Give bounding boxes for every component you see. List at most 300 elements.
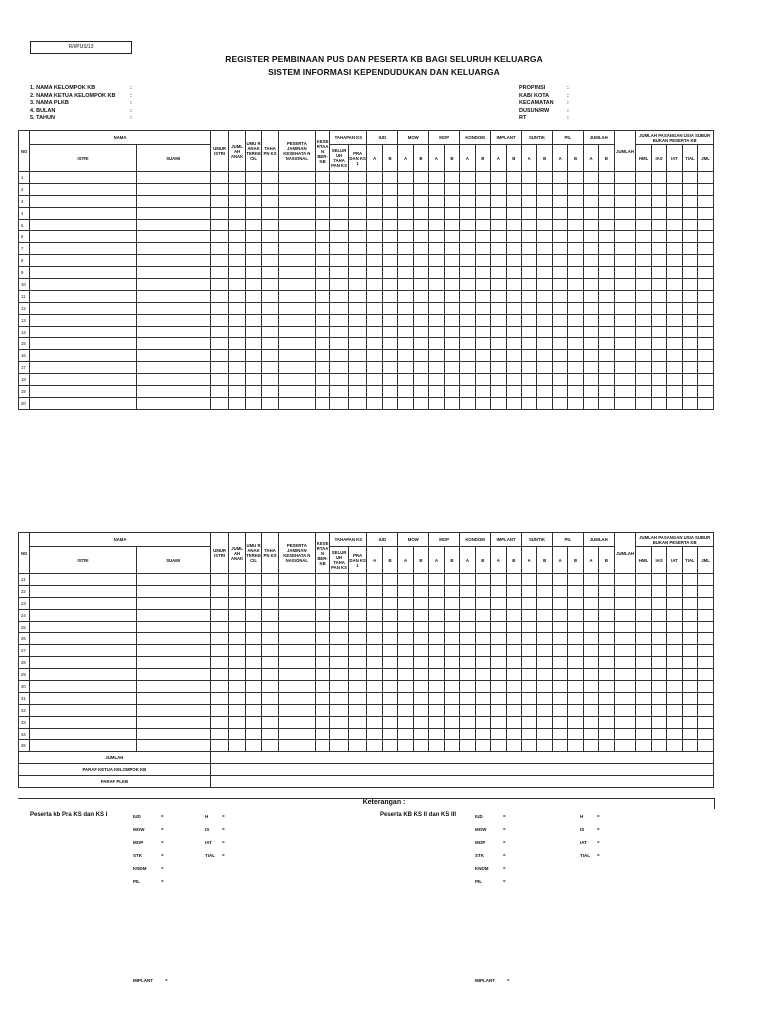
table-cell[interactable] [262,314,278,326]
table-cell[interactable] [398,681,413,693]
table-cell[interactable] [521,585,536,597]
table-cell[interactable] [229,255,245,267]
table-cell[interactable] [278,255,315,267]
table-cell[interactable] [506,219,521,231]
table-cell[interactable] [444,338,459,350]
table-cell[interactable] [367,267,382,279]
table-cell[interactable] [599,704,614,716]
table-cell[interactable] [429,267,444,279]
table-cell[interactable] [315,243,329,255]
table-cell[interactable] [460,183,475,195]
table-cell[interactable] [413,219,428,231]
table-cell[interactable] [413,386,428,398]
table-cell[interactable] [460,645,475,657]
table-cell[interactable] [367,338,382,350]
table-cell[interactable] [599,657,614,669]
table-cell[interactable] [382,195,397,207]
table-cell[interactable] [444,397,459,409]
table-cell[interactable] [330,621,349,633]
table-cell[interactable] [651,362,666,374]
table-cell[interactable] [491,219,506,231]
table-cell[interactable] [30,207,136,219]
table-cell[interactable] [491,704,506,716]
table-cell[interactable] [537,645,552,657]
table-cell[interactable] [568,740,583,752]
table-cell[interactable] [229,302,245,314]
table-cell[interactable] [537,585,552,597]
table-cell[interactable] [568,681,583,693]
table-cell[interactable] [614,243,636,255]
table-cell[interactable] [475,633,490,645]
table-cell[interactable] [210,716,229,728]
table-cell[interactable] [278,597,315,609]
table-cell[interactable] [651,397,666,409]
table-cell[interactable] [698,692,714,704]
table-cell[interactable] [136,704,210,716]
table-cell[interactable] [278,207,315,219]
table-cell[interactable] [210,609,229,621]
table-cell[interactable] [136,195,210,207]
table-cell[interactable] [698,362,714,374]
table-cell[interactable] [136,609,210,621]
table-cell[interactable] [583,669,598,681]
table-cell[interactable] [537,290,552,302]
table-cell[interactable] [552,716,567,728]
table-cell[interactable] [568,255,583,267]
table-cell[interactable] [413,574,428,586]
table-cell[interactable] [491,267,506,279]
table-cell[interactable] [460,338,475,350]
table-cell[interactable] [398,255,413,267]
table-cell[interactable] [475,183,490,195]
table-cell[interactable] [367,645,382,657]
table-cell[interactable] [583,645,598,657]
table-cell[interactable] [682,386,697,398]
table-cell[interactable] [367,681,382,693]
table-cell[interactable] [245,681,261,693]
table-cell[interactable] [537,255,552,267]
table-cell[interactable] [614,207,636,219]
table-cell[interactable] [636,585,651,597]
table-cell[interactable] [568,314,583,326]
table-cell[interactable] [599,669,614,681]
table-cell[interactable] [429,716,444,728]
table-cell[interactable] [398,609,413,621]
table-cell[interactable] [568,195,583,207]
table-cell[interactable] [682,219,697,231]
table-cell[interactable] [398,195,413,207]
table-cell[interactable] [367,585,382,597]
table-cell[interactable] [429,219,444,231]
table-cell[interactable] [367,195,382,207]
table-cell[interactable] [682,172,697,184]
table-cell[interactable] [382,633,397,645]
table-cell[interactable] [210,326,229,338]
table-cell[interactable] [429,621,444,633]
table-cell[interactable] [521,657,536,669]
table-cell[interactable] [614,585,636,597]
table-cell[interactable] [568,728,583,740]
table-cell[interactable] [30,585,136,597]
table-cell[interactable] [552,267,567,279]
footer-value[interactable] [210,776,713,788]
table-cell[interactable] [682,255,697,267]
table-cell[interactable] [506,314,521,326]
table-cell[interactable] [460,397,475,409]
table-cell[interactable] [315,597,329,609]
table-cell[interactable] [614,219,636,231]
table-cell[interactable] [413,585,428,597]
table-cell[interactable] [614,350,636,362]
table-cell[interactable] [210,740,229,752]
table-cell[interactable] [506,645,521,657]
table-cell[interactable] [636,386,651,398]
table-cell[interactable] [614,645,636,657]
table-cell[interactable] [537,692,552,704]
table-cell[interactable] [382,267,397,279]
table-cell[interactable] [136,740,210,752]
table-cell[interactable] [262,585,278,597]
table-cell[interactable] [521,314,536,326]
table-cell[interactable] [382,669,397,681]
table-cell[interactable] [568,231,583,243]
table-cell[interactable] [537,657,552,669]
table-cell[interactable] [330,255,349,267]
table-cell[interactable] [429,207,444,219]
table-cell[interactable] [413,231,428,243]
table-cell[interactable] [278,681,315,693]
table-cell[interactable] [667,243,682,255]
table-cell[interactable] [682,314,697,326]
table-cell[interactable] [491,350,506,362]
table-cell[interactable] [330,314,349,326]
table-cell[interactable] [315,645,329,657]
table-cell[interactable] [278,195,315,207]
table-cell[interactable] [348,326,367,338]
table-cell[interactable] [614,195,636,207]
table-cell[interactable] [614,267,636,279]
table-cell[interactable] [636,314,651,326]
table-cell[interactable] [382,362,397,374]
table-cell[interactable] [315,633,329,645]
table-cell[interactable] [651,326,666,338]
table-cell[interactable] [599,255,614,267]
table-cell[interactable] [30,183,136,195]
table-cell[interactable] [583,657,598,669]
table-cell[interactable] [330,219,349,231]
table-cell[interactable] [583,692,598,704]
table-cell[interactable] [330,585,349,597]
table-cell[interactable] [367,574,382,586]
table-cell[interactable] [229,716,245,728]
table-cell[interactable] [245,574,261,586]
table-cell[interactable] [521,704,536,716]
table-cell[interactable] [429,338,444,350]
table-cell[interactable] [475,716,490,728]
table-cell[interactable] [651,621,666,633]
table-cell[interactable] [136,397,210,409]
table-cell[interactable] [315,302,329,314]
table-cell[interactable] [506,231,521,243]
table-cell[interactable] [698,609,714,621]
table-cell[interactable] [348,728,367,740]
table-cell[interactable] [413,172,428,184]
table-cell[interactable] [398,585,413,597]
table-cell[interactable] [506,362,521,374]
table-cell[interactable] [315,386,329,398]
table-cell[interactable] [413,669,428,681]
table-cell[interactable] [506,290,521,302]
table-cell[interactable] [444,183,459,195]
table-cell[interactable] [382,597,397,609]
table-cell[interactable] [229,574,245,586]
table-cell[interactable] [136,243,210,255]
table-cell[interactable] [475,350,490,362]
table-cell[interactable] [262,302,278,314]
table-cell[interactable] [229,386,245,398]
table-cell[interactable] [491,740,506,752]
table-cell[interactable] [583,728,598,740]
table-cell[interactable] [667,326,682,338]
table-cell[interactable] [413,183,428,195]
table-cell[interactable] [698,657,714,669]
table-cell[interactable] [667,397,682,409]
table-cell[interactable] [245,633,261,645]
table-cell[interactable] [506,681,521,693]
table-cell[interactable] [30,692,136,704]
table-cell[interactable] [398,290,413,302]
table-cell[interactable] [460,621,475,633]
table-cell[interactable] [315,585,329,597]
table-cell[interactable] [460,362,475,374]
table-cell[interactable] [229,219,245,231]
table-cell[interactable] [382,397,397,409]
table-cell[interactable] [698,728,714,740]
table-cell[interactable] [599,692,614,704]
table-cell[interactable] [491,172,506,184]
table-cell[interactable] [136,669,210,681]
table-cell[interactable] [229,692,245,704]
table-cell[interactable] [599,302,614,314]
table-cell[interactable] [460,597,475,609]
table-cell[interactable] [348,657,367,669]
table-cell[interactable] [682,728,697,740]
table-cell[interactable] [30,716,136,728]
table-cell[interactable] [552,386,567,398]
table-cell[interactable] [245,621,261,633]
table-cell[interactable] [506,350,521,362]
table-cell[interactable] [30,219,136,231]
table-cell[interactable] [475,585,490,597]
table-cell[interactable] [398,314,413,326]
table-cell[interactable] [682,740,697,752]
table-cell[interactable] [552,645,567,657]
table-cell[interactable] [475,326,490,338]
table-cell[interactable] [506,716,521,728]
table-cell[interactable] [651,585,666,597]
table-cell[interactable] [583,172,598,184]
table-cell[interactable] [460,386,475,398]
table-cell[interactable] [636,374,651,386]
table-cell[interactable] [698,219,714,231]
table-cell[interactable] [136,692,210,704]
table-cell[interactable] [444,207,459,219]
table-cell[interactable] [367,657,382,669]
table-cell[interactable] [651,669,666,681]
table-cell[interactable] [698,231,714,243]
table-cell[interactable] [136,716,210,728]
table-cell[interactable] [636,704,651,716]
table-cell[interactable] [636,255,651,267]
table-cell[interactable] [136,279,210,291]
table-cell[interactable] [651,207,666,219]
table-cell[interactable] [636,681,651,693]
table-cell[interactable] [667,350,682,362]
table-cell[interactable] [382,716,397,728]
table-cell[interactable] [636,302,651,314]
table-cell[interactable] [210,350,229,362]
table-cell[interactable] [444,195,459,207]
table-cell[interactable] [348,290,367,302]
table-cell[interactable] [636,350,651,362]
table-cell[interactable] [491,681,506,693]
table-cell[interactable] [210,704,229,716]
table-cell[interactable] [210,585,229,597]
table-cell[interactable] [315,195,329,207]
table-cell[interactable] [245,279,261,291]
table-cell[interactable] [682,362,697,374]
table-cell[interactable] [667,195,682,207]
table-cell[interactable] [278,740,315,752]
table-cell[interactable] [30,350,136,362]
table-cell[interactable] [278,338,315,350]
table-cell[interactable] [348,207,367,219]
table-cell[interactable] [552,704,567,716]
table-cell[interactable] [429,302,444,314]
table-cell[interactable] [599,338,614,350]
table-cell[interactable] [460,350,475,362]
table-cell[interactable] [210,290,229,302]
table-cell[interactable] [636,279,651,291]
table-cell[interactable] [382,740,397,752]
table-cell[interactable] [599,740,614,752]
table-cell[interactable] [413,207,428,219]
table-cell[interactable] [682,633,697,645]
table-cell[interactable] [568,585,583,597]
table-cell[interactable] [398,740,413,752]
table-cell[interactable] [667,645,682,657]
table-cell[interactable] [367,290,382,302]
table-cell[interactable] [398,657,413,669]
table-cell[interactable] [475,267,490,279]
table-cell[interactable] [599,362,614,374]
table-cell[interactable] [315,255,329,267]
table-cell[interactable] [429,740,444,752]
table-cell[interactable] [667,279,682,291]
table-cell[interactable] [552,681,567,693]
table-cell[interactable] [667,172,682,184]
table-cell[interactable] [506,183,521,195]
table-cell[interactable] [614,704,636,716]
table-cell[interactable] [315,621,329,633]
table-cell[interactable] [245,219,261,231]
table-cell[interactable] [583,350,598,362]
table-cell[interactable] [245,267,261,279]
table-cell[interactable] [278,219,315,231]
table-cell[interactable] [262,350,278,362]
table-cell[interactable] [506,692,521,704]
table-cell[interactable] [521,597,536,609]
table-cell[interactable] [262,338,278,350]
table-cell[interactable] [382,172,397,184]
table-cell[interactable] [614,290,636,302]
table-cell[interactable] [583,633,598,645]
table-cell[interactable] [537,574,552,586]
table-cell[interactable] [278,374,315,386]
table-cell[interactable] [568,621,583,633]
table-cell[interactable] [262,728,278,740]
table-cell[interactable] [413,302,428,314]
table-cell[interactable] [229,326,245,338]
table-cell[interactable] [460,279,475,291]
table-cell[interactable] [210,267,229,279]
table-cell[interactable] [382,243,397,255]
table-cell[interactable] [521,290,536,302]
table-cell[interactable] [682,231,697,243]
table-cell[interactable] [491,585,506,597]
table-cell[interactable] [429,362,444,374]
table-cell[interactable] [229,338,245,350]
table-cell[interactable] [583,386,598,398]
table-cell[interactable] [521,255,536,267]
table-cell[interactable] [278,183,315,195]
table-cell[interactable] [568,645,583,657]
table-cell[interactable] [460,740,475,752]
table-cell[interactable] [667,314,682,326]
table-cell[interactable] [506,585,521,597]
table-cell[interactable] [552,243,567,255]
table-cell[interactable] [521,374,536,386]
table-cell[interactable] [398,338,413,350]
table-cell[interactable] [330,597,349,609]
table-cell[interactable] [614,574,636,586]
table-cell[interactable] [521,621,536,633]
table-cell[interactable] [429,172,444,184]
table-cell[interactable] [330,740,349,752]
table-cell[interactable] [521,728,536,740]
table-cell[interactable] [537,386,552,398]
table-cell[interactable] [245,597,261,609]
table-cell[interactable] [568,267,583,279]
table-cell[interactable] [698,255,714,267]
table-cell[interactable] [229,314,245,326]
table-cell[interactable] [667,692,682,704]
table-cell[interactable] [552,574,567,586]
table-cell[interactable] [491,597,506,609]
table-cell[interactable] [278,302,315,314]
table-cell[interactable] [278,326,315,338]
table-cell[interactable] [367,219,382,231]
table-cell[interactable] [262,692,278,704]
table-cell[interactable] [651,574,666,586]
table-cell[interactable] [229,657,245,669]
table-cell[interactable] [278,704,315,716]
table-cell[interactable] [367,740,382,752]
table-cell[interactable] [614,740,636,752]
table-cell[interactable] [636,633,651,645]
table-cell[interactable] [413,255,428,267]
table-cell[interactable] [506,597,521,609]
